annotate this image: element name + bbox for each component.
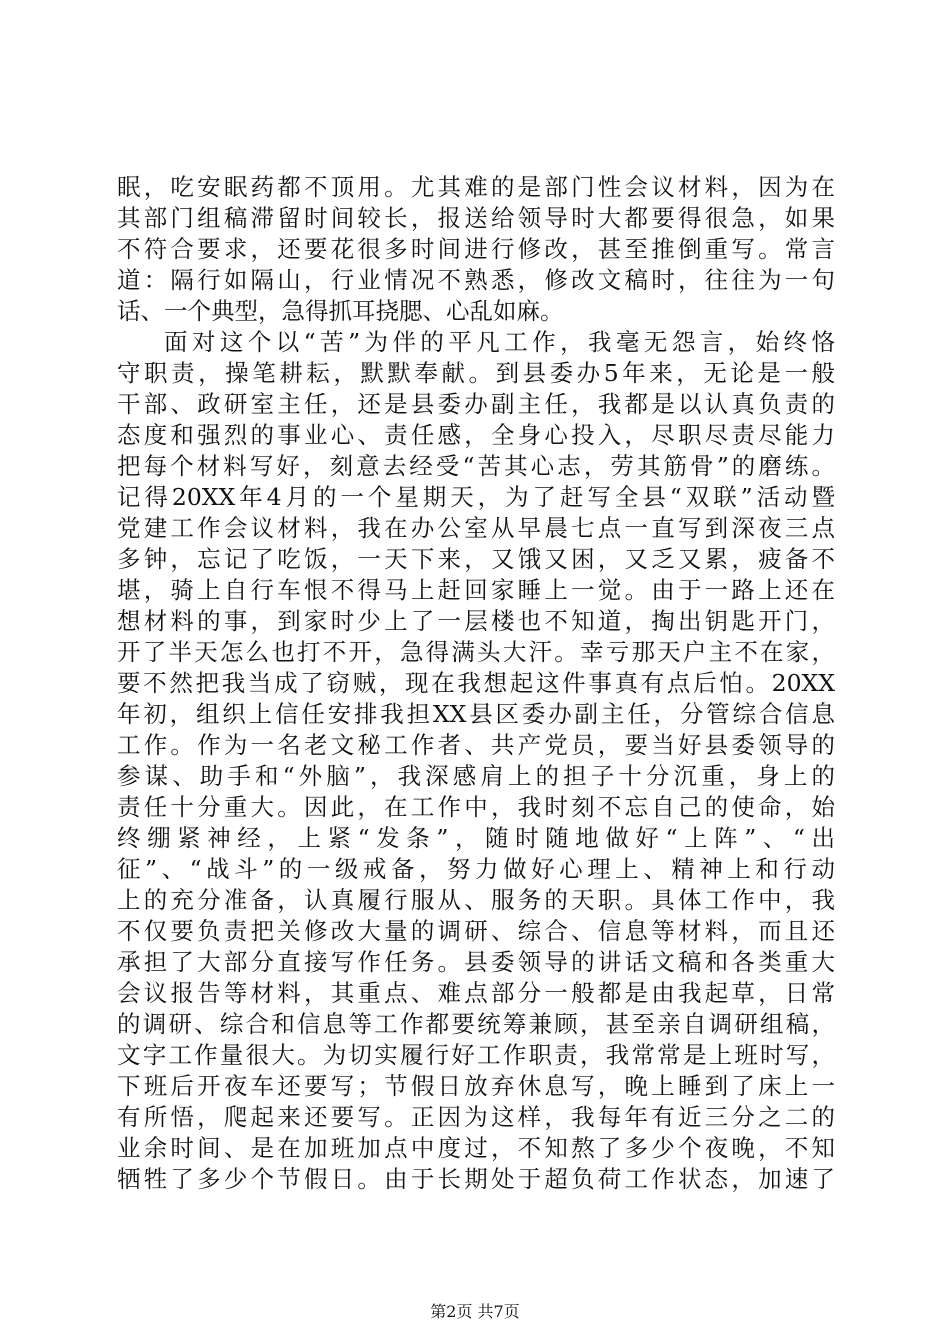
text-line: 会议报告等材料，其重点、难点部分一般都是由我起草，日常 xyxy=(117,979,835,1007)
text-line: 文字工作量很大。为切实履行好工作职责，我常常是上班时写， xyxy=(117,1041,835,1069)
text-line: 下班后开夜车还要写；节假日放弃休息写，晚上睡到了床上一 xyxy=(117,1072,835,1100)
text-line: 终绷紧神经，上紧“发条”，随时随地做好“上阵”、“出 xyxy=(117,824,835,852)
text-line: 想材料的事，到家时少上了一层楼也不知道，掏出钥匙开门， xyxy=(117,607,835,635)
text-line: 责任十分重大。因此，在工作中，我时刻不忘自己的使命，始 xyxy=(117,793,835,821)
text-line: 面对这个以“苦”为伴的平凡工作，我毫无怨言，始终恪 xyxy=(164,328,835,356)
document-body xyxy=(117,172,835,1195)
text-line: 态度和强烈的事业心、责任感，全身心投入，尽职尽责尽能力 xyxy=(117,421,835,449)
text-line: 守职责，操笔耕耘，默默奉献。到县委办5年来，无论是一般 xyxy=(117,359,835,387)
text-line: 年初，组织上信任安排我担XX县区委办副主任，分管综合信息 xyxy=(117,700,835,728)
text-line: 征”、“战斗”的一级戒备，努力做好心理上、精神上和行动 xyxy=(117,855,835,883)
text-line: 开了半天怎么也打不开，急得满头大汗。幸亏那天户主不在家， xyxy=(117,638,835,666)
text-line: 参谋、助手和“外脑”，我深感肩上的担子十分沉重，身上的 xyxy=(117,762,835,790)
text-line: 上的充分准备，认真履行服从、服务的天职。具体工作中，我 xyxy=(117,886,835,914)
text-line: 不仅要负责把关修改大量的调研、综合、信息等材料，而且还 xyxy=(117,917,835,945)
text-line: 多钟，忘记了吃饭，一天下来，又饿又困，又乏又累，疲备不 xyxy=(117,545,835,573)
text-line: 把每个材料写好，刻意去经受“苦其心志，劳其筋骨”的磨练。 xyxy=(117,452,835,480)
text-line: 牺牲了多少个节假日。由于长期处于超负荷工作状态，加速了 xyxy=(117,1165,835,1193)
text-line: 其部门组稿滞留时间较长，报送给领导时大都要得很急，如果 xyxy=(117,204,835,232)
text-line: 要不然把我当成了窃贼，现在我想起这件事真有点后怕。20XX xyxy=(117,669,835,697)
text-line: 干部、政研室主任，还是县委办副主任，我都是以认真负责的 xyxy=(117,390,835,418)
text-line: 话、一个典型，急得抓耳挠腮、心乱如麻。 xyxy=(117,297,564,325)
text-line: 道：隔行如隔山，行业情况不熟悉，修改文稿时，往往为一句 xyxy=(117,266,835,294)
text-line: 的调研、综合和信息等工作都要统筹兼顾，甚至亲自调研组稿， xyxy=(117,1010,835,1038)
text-line: 有所悟，爬起来还要写。正因为这样，我每年有近三分之二的 xyxy=(117,1103,835,1131)
text-line: 业余时间、是在加班加点中度过，不知熬了多少个夜晚，不知 xyxy=(117,1134,835,1162)
text-line: 眠，吃安眠药都不顶用。尤其难的是部门性会议材料，因为在 xyxy=(117,173,835,201)
text-line: 记得20XX年4月的一个星期天，为了赶写全县“双联”活动暨 xyxy=(117,483,835,511)
text-line: 工作。作为一名老文秘工作者、共产党员，要当好县委领导的 xyxy=(117,731,835,759)
text-line: 不符合要求，还要花很多时间进行修改，甚至推倒重写。常言 xyxy=(117,235,835,263)
text-line: 承担了大部分直接写作任务。县委领导的讲话文稿和各类重大 xyxy=(117,948,835,976)
text-line: 党建工作会议材料，我在办公室从早晨七点一直写到深夜三点 xyxy=(117,514,835,542)
page-number-footer: 第2页 共7页 xyxy=(430,1302,520,1321)
text-line: 堪，骑上自行车恨不得马上赶回家睡上一觉。由于一路上还在 xyxy=(117,576,835,604)
